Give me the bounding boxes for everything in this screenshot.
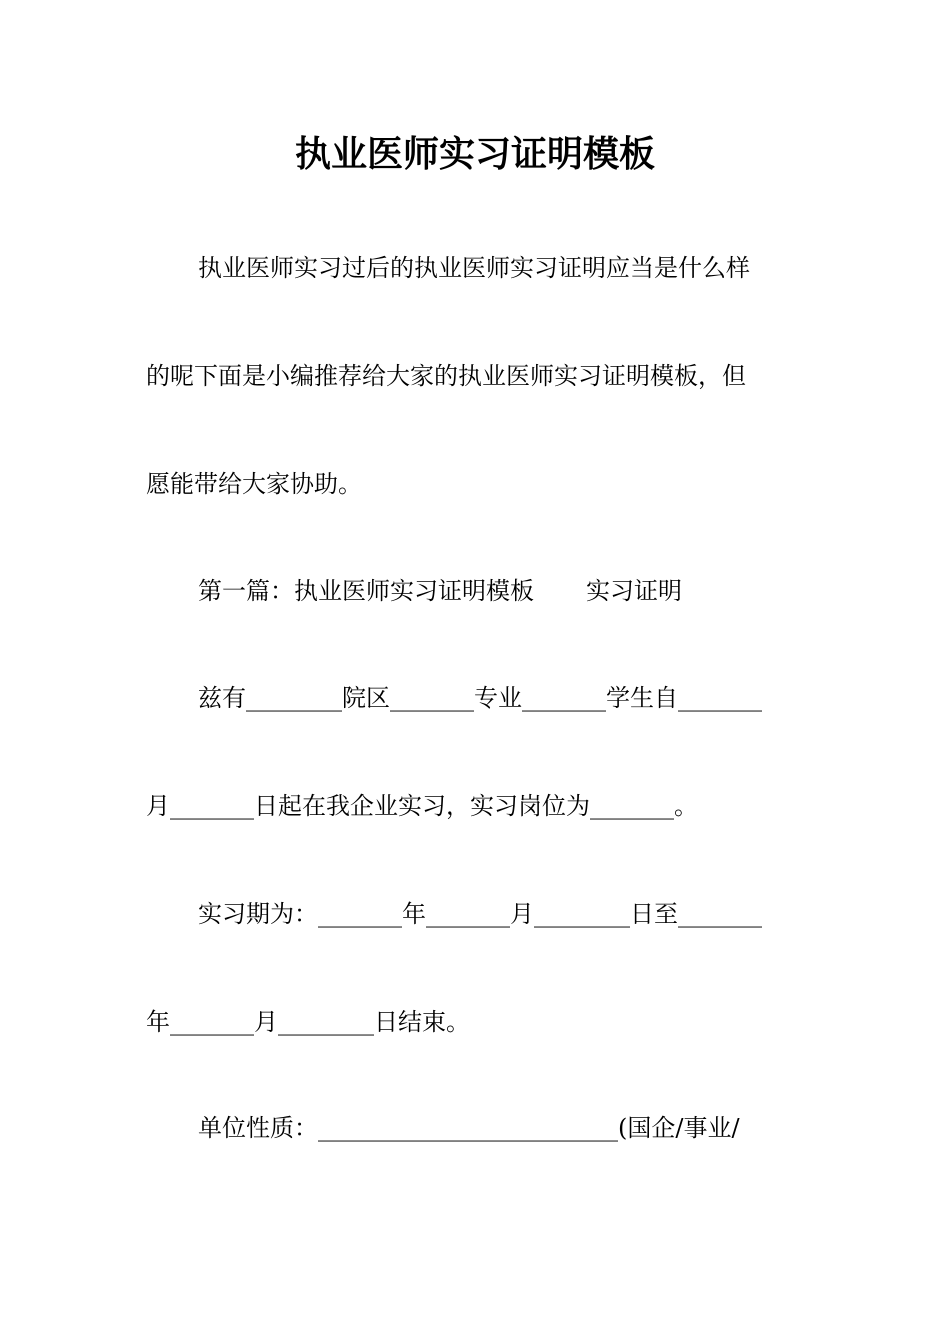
paragraph-line: 的呢下面是小编推荐给大家的执业医师实习证明模板，但 xyxy=(146,362,746,390)
form-line: 实习期为：_______年_______月________日至_______ xyxy=(198,900,762,928)
section-heading-line xyxy=(198,573,682,609)
paragraph-line: 愿能带给大家协助。 xyxy=(146,470,362,498)
certificate-heading: 实习证明 xyxy=(586,577,682,605)
document-title: 执业医师实习证明模板 xyxy=(294,133,655,175)
form-line: 兹有________院区_______专业_______学生自_______ xyxy=(198,684,762,712)
form-line: 单位性质：_________________________(国企/事业/ xyxy=(198,1114,740,1142)
section-heading: 第一篇：执业医师实习证明模板 xyxy=(198,577,534,605)
form-line: 月_______日起在我企业实习，实习岗位为_______。 xyxy=(146,792,698,820)
form-line: 年_______月________日结束。 xyxy=(146,1008,470,1036)
paragraph-line: 执业医师实习过后的执业医师实习证明应当是什么样 xyxy=(198,254,750,282)
